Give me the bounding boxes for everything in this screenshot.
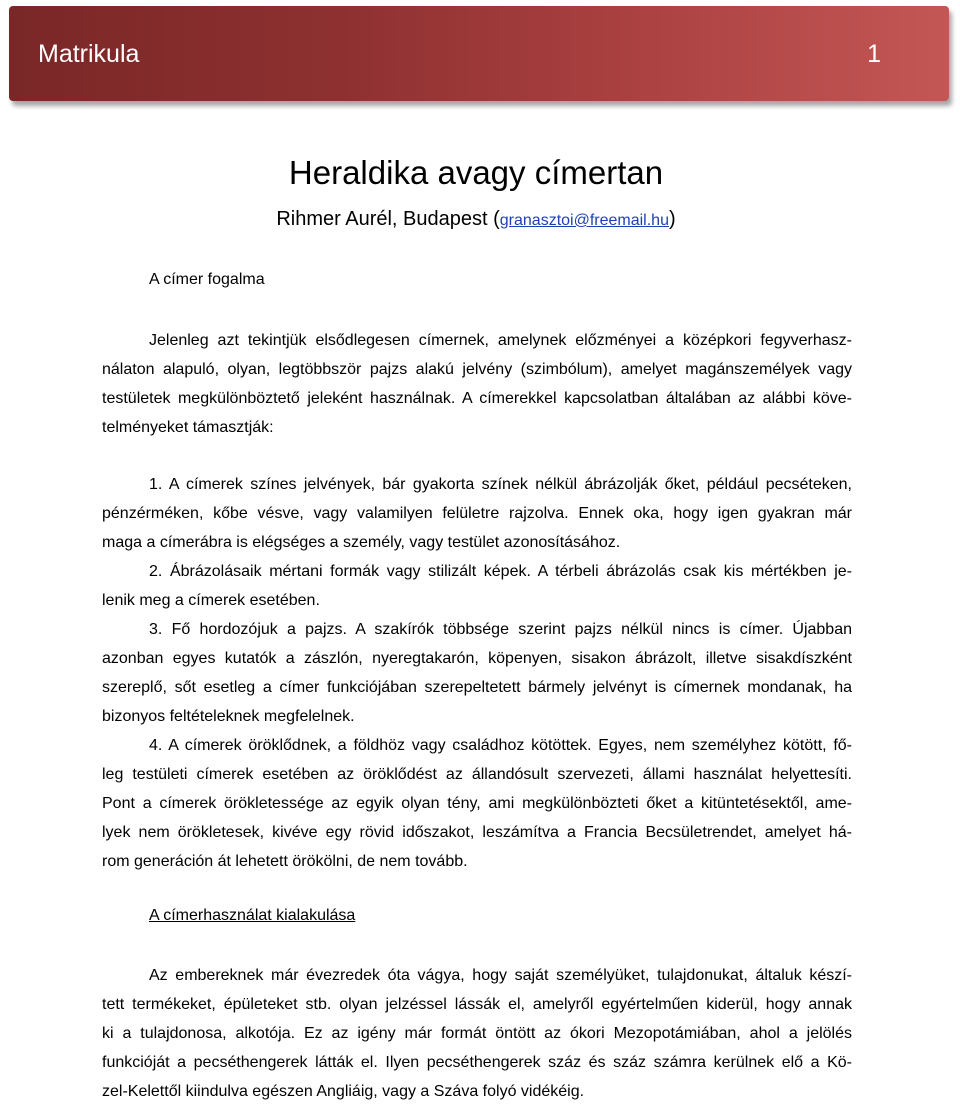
page-number: 1 — [867, 40, 881, 68]
author-line — [0, 208, 952, 231]
author-suffix: ) — [668, 208, 676, 230]
text-line: 4. A címerek öröklődnek, a földhöz vagy családhoz kötöttek. Egyes, nem személyhez kötött, fő- — [149, 737, 852, 754]
text-line: zel-Kelettől kiindulva egészen Angliáig, vagy a Száva folyó vidékéig. — [102, 1083, 585, 1100]
text-line: 2. Ábrázolásaik mértani formák vagy stilizált képek. A térbeli ábrázolás csak kis mértékben je- — [149, 563, 852, 580]
text-line: 1. A címerek színes jelvények, bár gyakorta színek nélkül ábrázolják őket, például pecséteken, — [149, 476, 852, 493]
text-line: bizonyos feltételeknek megfelelnek. — [102, 708, 355, 725]
text-line: rom generáción át lehetett örökölni, de nem tovább. — [102, 853, 468, 870]
paragraph-definition — [102, 326, 852, 442]
section-heading-text: A címerhasználat kialakulása — [149, 907, 356, 924]
text-line: maga a címerábra is elégséges a személy, vagy testület azonosításához. — [102, 534, 621, 551]
text-line: lenik meg a címerek esetében. — [102, 592, 320, 609]
text-line: ki a tulajdonosa, alkotója. Ez az igény már formát öntött az ókori Mezopotámiában, ahol a jelölés — [102, 1025, 852, 1042]
text-line: pénzérméken, kőbe vésve, vagy valamilyen felületre rajzolva. Ennek oka, hogy igen gyakran már — [102, 505, 852, 522]
text-line: Jelenleg azt tekintjük elsődlegesen címernek, amelynek előzményei a középkori fegyverhasz- — [149, 332, 852, 349]
text-line: lyek nem örökletesek, kivéve egy rövid időszakot, leszámítva a Francia Becsületrendet, amelyet há- — [102, 824, 852, 841]
text-line: telményeket támasztják: — [102, 419, 274, 436]
text-line: funkcióját a pecséthengerek látták el. Ilyen pecséthengerek száz és száz számra kerülnek elő a Kö- — [102, 1054, 852, 1071]
author-name: Rihmer Aurél, Budapest ( — [276, 208, 500, 230]
header-title: Matrikula — [38, 40, 140, 68]
author-email-link[interactable]: granasztoi@freemail.hu — [499, 212, 669, 229]
text-line: Pont a címerek örökletessége az egyik olyan tény, ami megkülönbözteti őket a kitüntetésektől, ame- — [102, 795, 852, 812]
section-heading-cimer-fogalma: A címer fogalma — [149, 271, 265, 288]
paragraph-requirements — [102, 470, 852, 876]
text-line: leg testületi címerek esetében az öröklődést az állandósult szervezeti, állami használat helyettesíti. — [102, 766, 852, 783]
header-bar — [9, 6, 949, 101]
text-line: azonban egyes kutatók a zászlón, nyeregtakarón, köpenyen, sisakon ábrázolt, illetve sisakdíszként — [102, 650, 852, 667]
document-title: Heraldika avagy címertan — [288, 154, 664, 191]
text-line: nálaton alapuló, olyan, legtöbbször pajzs alakú jelvény (szimbólum), amelyet magánszemélyek vagy — [102, 361, 852, 378]
text-line: szereplő, sőt esetleg a címer funkciójában szerepeltetett bármely jelvényt is címernek mondanak, ha — [102, 679, 852, 696]
text-line: 3. Fő hordozójuk a pajzs. A szakírók többsége szerint pajzs nélkül nincs is címer. Újabban — [149, 621, 852, 638]
paragraph-history — [102, 961, 852, 1106]
text-line: tett termékeket, épületeket stb. olyan jelzéssel lássák el, amelyről egyértelműen kiderül, hogy annak — [102, 996, 852, 1013]
section-heading-cimerhasznalat — [149, 907, 355, 925]
text-line: testületek megkülönböztető jeleként használnak. A címerekkel kapcsolatban általában az alábbi köve- — [102, 390, 852, 407]
text-line: Az embereknek már évezredek óta vágya, hogy saját személyüket, tulajdonukat, általuk készí- — [149, 967, 852, 984]
